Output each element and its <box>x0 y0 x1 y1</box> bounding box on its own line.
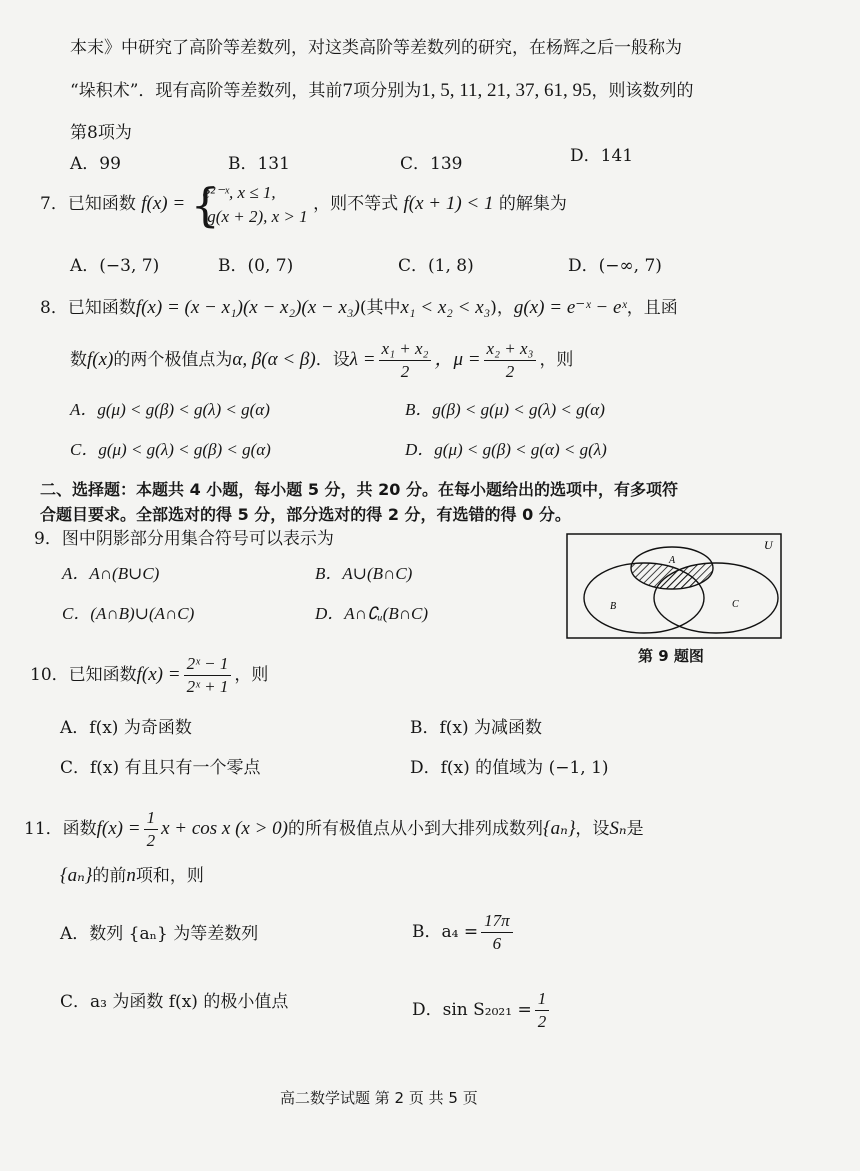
q11-text-2d: 项和，则 <box>135 866 204 886</box>
intro-line-1: 本末》中研究了高阶等差数列，对这类高阶等差数列的研究，在杨辉之后一般称为 <box>70 38 682 58</box>
q8-function-f: f(x) = (x − x₁)(x − x₂)(x − x₃) <box>135 297 360 318</box>
q11-d-fraction <box>535 988 550 1033</box>
shaded-region <box>584 563 778 633</box>
q11-text-2b: 的前 <box>92 866 127 886</box>
q8-text-paren: (其中 <box>359 298 401 318</box>
q8-option-d: D．g(μ) < g(β) < g(α) < g(λ) <box>405 440 607 459</box>
q11-text: 11．函数 <box>24 819 97 839</box>
q6-option-c: C．139 <box>400 154 463 174</box>
q8-stem-line-1 <box>40 296 678 320</box>
q8-lambda-fraction <box>379 338 432 383</box>
q8-text-end: ，且函 <box>626 298 678 318</box>
set-c-ellipse <box>654 563 778 633</box>
label-c: C <box>732 599 739 610</box>
q11-text-is: 是 <box>626 819 644 839</box>
intro-line-2 <box>70 79 694 103</box>
q7-case-1: e²⁻ˣ, x ≤ 1, <box>202 182 276 202</box>
q9-option-c: C．(A∩B)∪(A∩C) <box>62 604 195 623</box>
q10-function: f(x) = <box>136 664 181 685</box>
fraction-numerator: 1 <box>535 988 550 1011</box>
q11-half-fraction <box>144 807 159 852</box>
q11-b-text: B．a₄ = <box>412 922 479 942</box>
section-2-heading-line-1: 二、选择题：本题共 4 小题，每小题 5 分，共 20 分。在每小题给出的选项中，有多项符 <box>40 480 678 499</box>
q6-option-b: B．131 <box>228 154 290 174</box>
q8-text-close: )， <box>490 298 514 318</box>
q11-function: f(x) = <box>96 818 141 839</box>
bleed-through <box>660 215 675 236</box>
q11-option-d <box>412 984 552 1036</box>
q8-mu-fraction <box>484 338 537 383</box>
q7-option-b: B．(0, 7) <box>218 256 294 276</box>
q8-text: 8．已知函数 <box>40 298 136 318</box>
q7-stem-post: ，则不等式 <box>313 194 399 214</box>
q10-option-b: B．f(x) 为减函数 <box>410 718 543 738</box>
q8-option-c: C．g(μ) < g(λ) < g(β) < g(α) <box>70 440 271 459</box>
q6-option-d: D．141 <box>570 146 634 166</box>
q8-mu: ，μ = <box>434 349 481 370</box>
q11-sequence: {aₙ} <box>543 818 576 839</box>
q8-order: x₁ < x₂ < x₃ <box>400 297 491 318</box>
q10-option-a: A．f(x) 为奇函数 <box>60 718 192 738</box>
q10-stem <box>30 650 268 700</box>
q8-extrema: α, β(α < β) <box>232 349 316 370</box>
intro-line-3: 第8项为 <box>70 123 132 143</box>
q8-text-2a: 数 <box>70 350 87 370</box>
left-brace-icon: { <box>190 177 220 232</box>
q7-option-c: C．(1, 8) <box>398 256 474 276</box>
q7-option-a: A．(−3, 7) <box>70 256 160 276</box>
q8-text-2f: ，则 <box>539 350 574 370</box>
q8-lambda: λ = <box>349 349 376 370</box>
q10-option-d: D．f(x) 的值域为 (−1, 1) <box>410 758 609 778</box>
q7-stem-pre: 7．已知函数 <box>40 194 136 214</box>
q11-stem-line-1 <box>24 804 644 854</box>
q11-n: n <box>126 865 136 886</box>
q11-text-end: ，设 <box>575 819 610 839</box>
q11-option-c: C．a₃ 为函数 f(x) 的极小值点 <box>60 992 289 1012</box>
q7-case-2: lg(x + 2), x > 1 <box>202 206 308 226</box>
q7-stem <box>40 178 567 230</box>
fraction-numerator: 1 <box>144 807 159 830</box>
q9-stem: 9．图中阴影部分用集合符号可以表示为 <box>34 529 334 549</box>
q7-function: f(x) = <box>141 193 186 214</box>
fraction-denominator: 6 <box>492 934 502 953</box>
fraction-numerator: 17π <box>481 910 513 933</box>
q11-option-b <box>412 906 516 958</box>
fraction-denominator: 2 <box>505 362 515 381</box>
q9-figure-caption: 第 9 题图 <box>638 647 704 665</box>
q9-option-a: A．A∩(B∪C) <box>62 564 160 583</box>
q10-text: 10．已知函数 <box>30 665 137 685</box>
q11-text-mid: 的所有极值点从小到大排列成数列 <box>288 819 544 839</box>
q11-function-rest: x + cos x (x > 0) <box>161 818 289 839</box>
fraction-denominator: 2 <box>146 831 156 850</box>
q8-fx: f(x) <box>87 349 114 370</box>
q8-text-2e: ．设 <box>315 350 350 370</box>
fraction-numerator: 2ˣ − 1 <box>184 653 232 676</box>
section-2-heading-line-2: 合题目要求。全部选对的得 5 分，部分选对的得 2 分，有选错的得 0 分。 <box>40 505 571 524</box>
intro-text: “垛积术”．现有高阶等差数列，其前7项分别为 <box>70 81 422 101</box>
q10-fraction <box>184 653 232 698</box>
page-footer: 高二数学试题 第 2 页 共 5 页 <box>280 1089 478 1107</box>
sequence-terms: 1, 5, 11, 21, 37, 61, 95 <box>421 80 592 101</box>
q9-option-b: B．A∪(B∩C) <box>315 564 413 583</box>
q11-b-fraction <box>481 910 513 955</box>
fraction-denominator: 2 <box>400 362 410 381</box>
fraction-denominator: 2 <box>537 1012 547 1031</box>
q8-function-g: g(x) = e⁻ˣ − eˣ <box>513 297 627 318</box>
q10-option-c: C．f(x) 有且只有一个零点 <box>60 758 261 778</box>
q11-sequence-2: {aₙ} <box>60 865 93 886</box>
q8-option-a: A．g(μ) < g(β) < g(λ) < g(α) <box>70 400 270 419</box>
fraction-numerator: x₂ + x₃ <box>484 338 537 361</box>
q6-option-a: A．99 <box>70 154 121 174</box>
label-b: B <box>610 601 617 612</box>
q7-stem-end: 的解集为 <box>498 194 567 214</box>
label-a: A <box>669 555 676 566</box>
q11-stem-line-2 <box>60 864 204 888</box>
q10-text-end: ，则 <box>234 665 269 685</box>
q11-option-a: A．数列 {aₙ} 为等差数列 <box>60 924 259 944</box>
q7-option-d: D．(−∞, 7) <box>568 256 662 276</box>
intro-text-end: ，则该数列的 <box>591 81 694 101</box>
fraction-denominator: 2ˣ + 1 <box>186 677 229 696</box>
q7-inequality: f(x + 1) < 1 <box>403 193 494 214</box>
q8-stem-line-2 <box>70 336 573 384</box>
q8-option-b: B．g(β) < g(μ) < g(λ) < g(α) <box>405 400 605 419</box>
q9-option-d: D．A∩∁ᵤ(B∩C) <box>315 604 429 623</box>
q11-sn: Sₙ <box>609 818 627 839</box>
fraction-numerator: x₁ + x₂ <box>379 338 432 361</box>
q7-piecewise <box>190 177 308 232</box>
q9-venn-diagram <box>566 533 782 639</box>
label-u: U <box>764 538 773 552</box>
q11-d-text: D．sin S₂₀₂₁ = <box>412 1000 532 1020</box>
q8-text-2c: 的两个极值点为 <box>113 350 233 370</box>
